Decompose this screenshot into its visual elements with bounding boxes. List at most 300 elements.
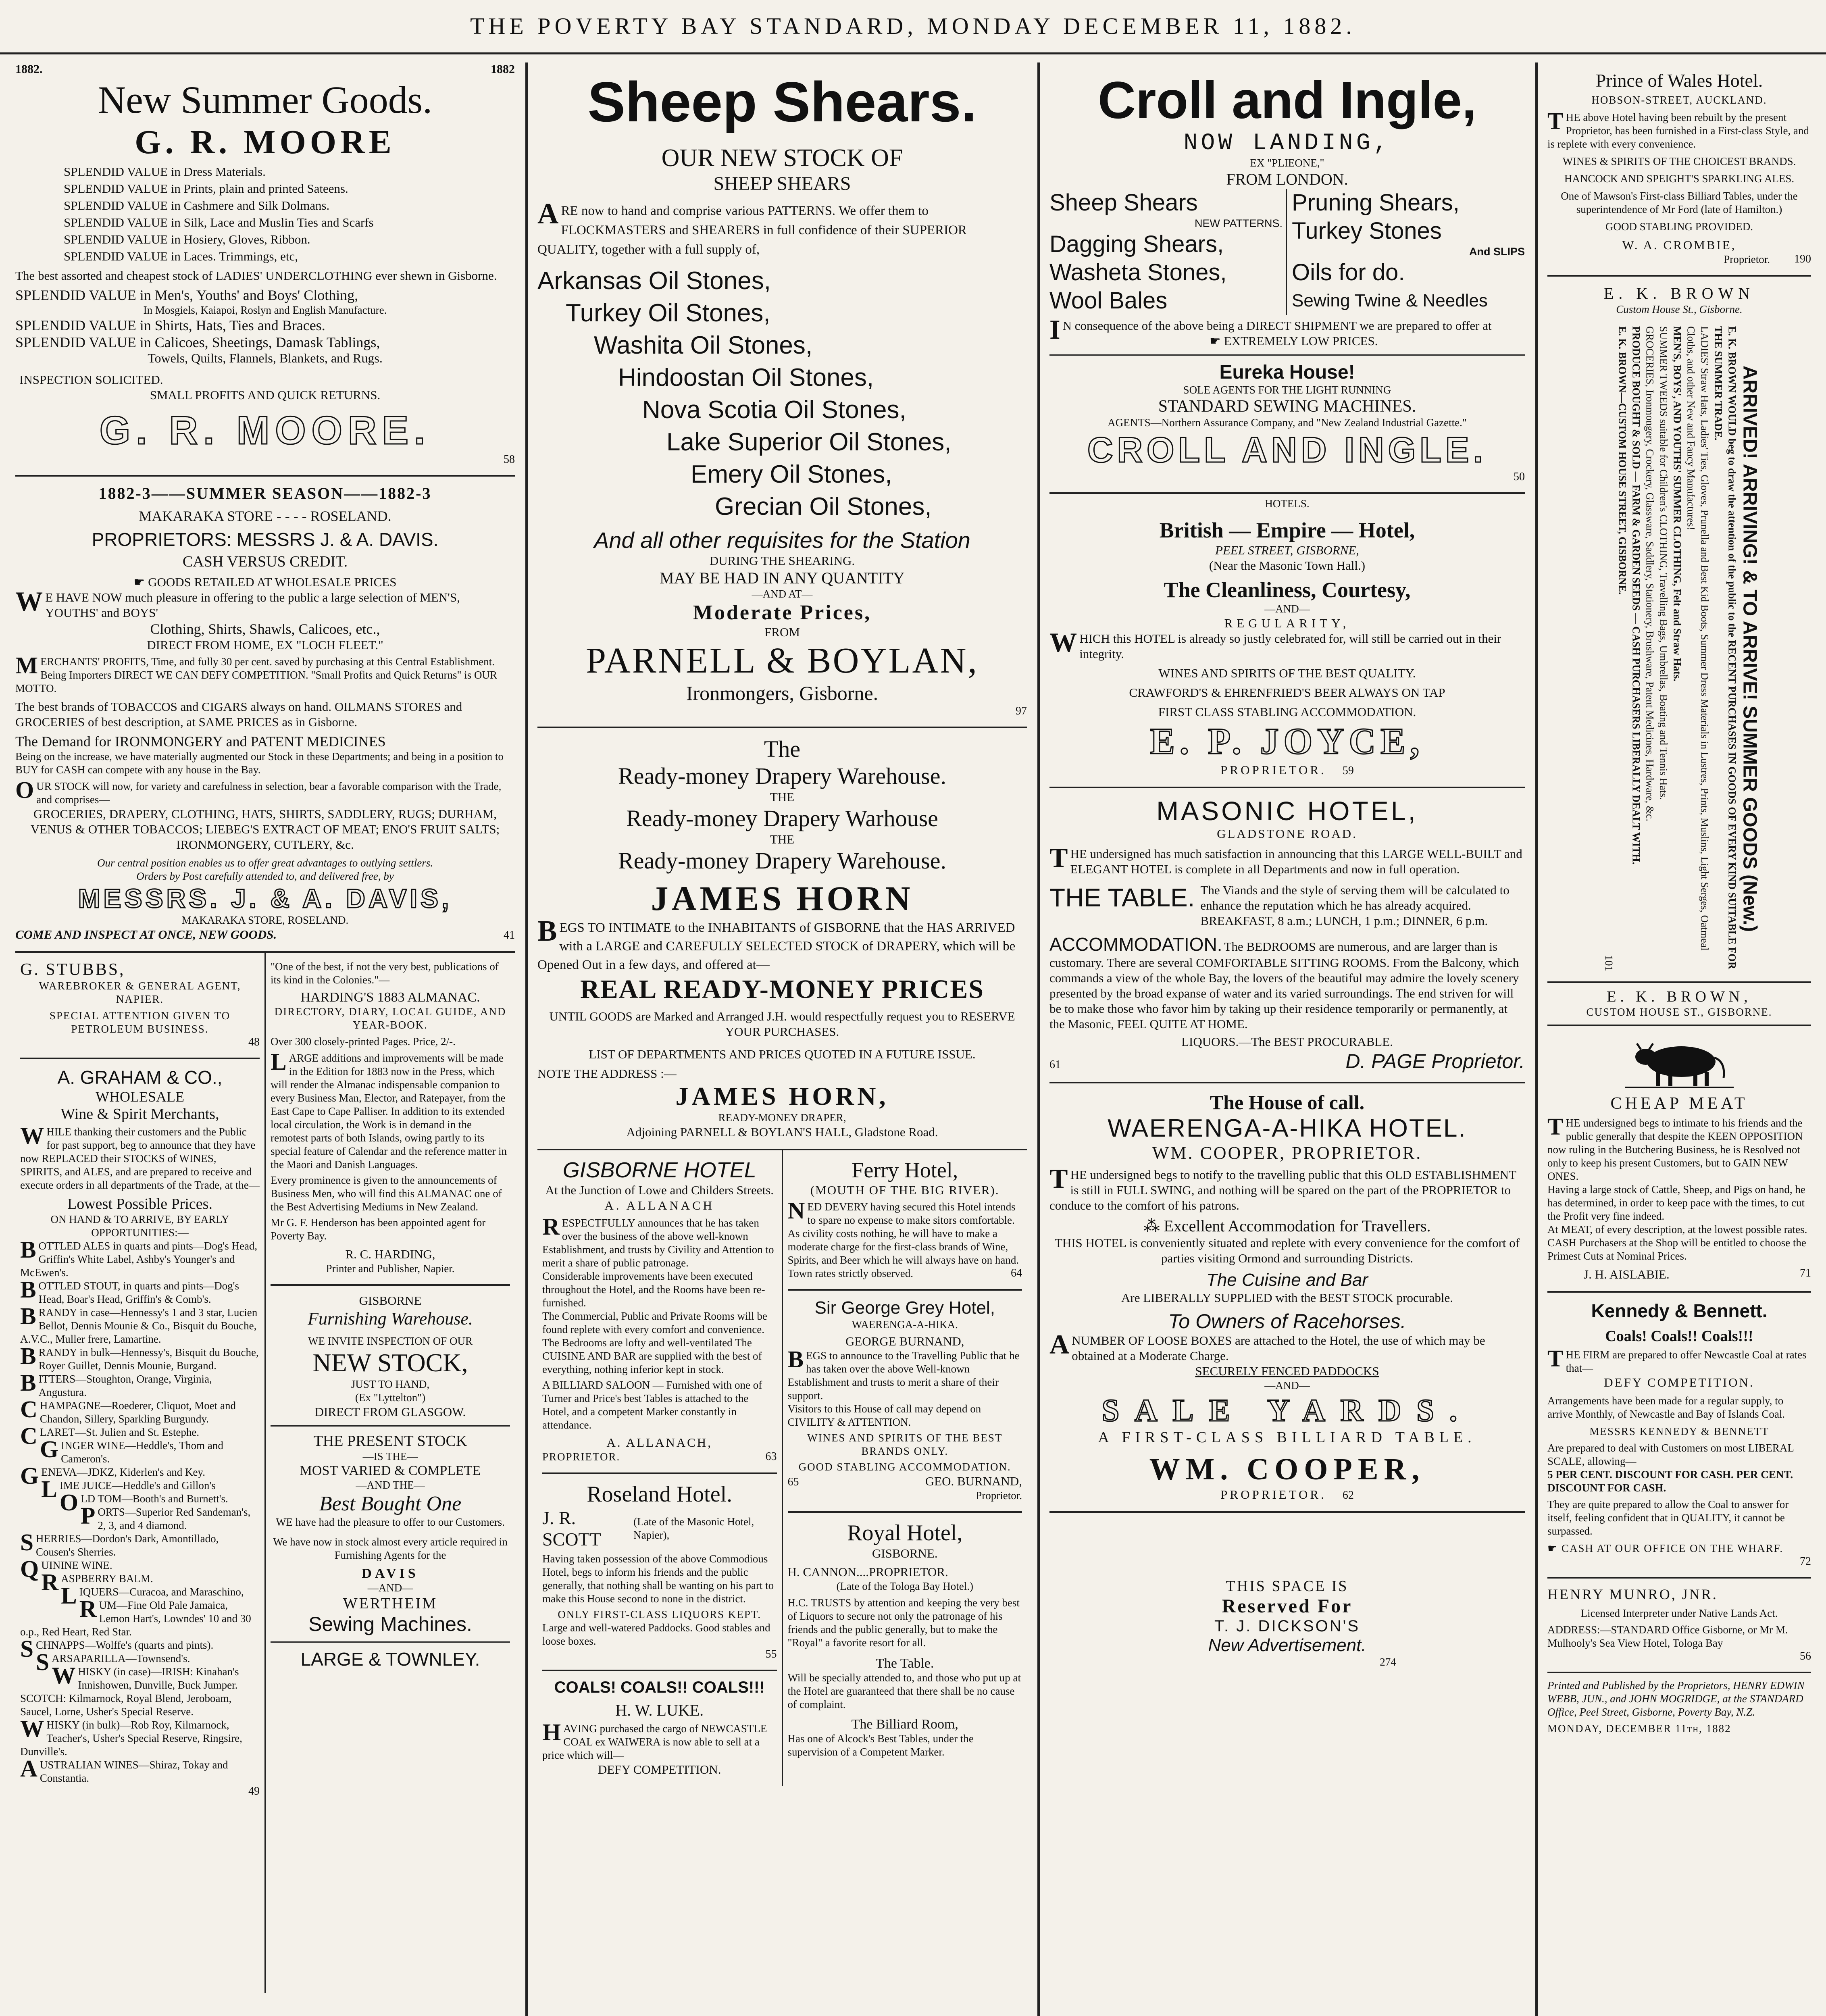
be-regularity: REGULARITY,	[1224, 616, 1350, 630]
davis-season: 1882-3——SUMMER SEASON——1882-3	[98, 484, 432, 502]
gh-title: GISBORNE HOTEL	[562, 1158, 756, 1182]
brown-line: SUMMER TWEEDS suitable for Children's CLOTHING, Travelling Bags, Umbrellas, Boating and Tennis Hats.	[1657, 326, 1670, 800]
graham-hand: ON HAND & TO ARRIVE, BY EARLY OPPORTUNITIES:—	[50, 1213, 229, 1239]
list-item: Sheep Shears	[1049, 190, 1198, 216]
moore-line: SPLENDID VALUE in Hosiery, Gloves, Ribbon.	[64, 232, 310, 246]
moore-line: SPLENDID VALUE in Dress Materials.	[64, 165, 266, 179]
kb-paragraph: They are quite prepared to allow the Coal to answer for itself, feeling confident that in QUALITY, it cannot be surpassed.	[1547, 1498, 1789, 1537]
masthead: THE POVERTY BAY STANDARD, MONDAY DECEMBER 11, 1882.	[0, 0, 1826, 54]
meat-ad-number: 71	[1800, 1267, 1811, 1279]
gh-junction: At the Junction of Lowe and Childers Streets.	[545, 1183, 774, 1197]
graham-wholesale: WHOLESALE	[96, 1089, 184, 1105]
pointing-hand-icon: ☛	[133, 575, 148, 589]
list-item: Turkey Oil Stones,	[566, 299, 770, 327]
croll-sole: SOLE AGENTS FOR THE LIGHT RUNNING	[1183, 384, 1391, 396]
list-item: Grecian Oil Stones,	[715, 493, 932, 521]
davis-orders: Orders by Post carefully attended to, and delivered free, by	[136, 870, 394, 882]
meat-paragraph: THE undersigned begs to intimate to his friends and the public generally that despite the KEEN OPPOSITION now ruling in the Butchering Business, he is Resolved not only to keep his present Customers, but to GAIN NEW ONES.	[1547, 1113, 1803, 1182]
moore-heading: New Summer Goods.	[98, 78, 433, 121]
space-number: 274	[1380, 1656, 1396, 1668]
column-4	[1540, 62, 1818, 2016]
croll-from: FROM LONDON.	[1226, 170, 1348, 188]
horn-ready-money: Ready-money Drapery Warhouse	[626, 805, 938, 831]
grey-title: Sir George Grey Hotel,	[814, 1298, 995, 1318]
graham-list	[20, 1236, 260, 1785]
davis-cash: CASH VERSUS CREDIT.	[182, 553, 348, 570]
george-grey-hotel-ad	[788, 1291, 1022, 1513]
masonic-table: THE TABLE.	[1049, 883, 1195, 912]
davis-signature: MESSRS. J. & A. DAVIS,	[78, 883, 452, 913]
davis-come: COME AND INSPECT AT ONCE, NEW GOODS.	[15, 927, 277, 941]
list-item: LIQUERS—Curacoa, and Maraschino,	[61, 1582, 244, 1609]
masonic-accom: ACCOMMODATION.	[1049, 934, 1222, 955]
harding-pages: Over 300 closely-printed Pages. Price, 2/-.	[271, 1035, 456, 1048]
roseland-hotel-ad	[542, 1474, 777, 1671]
pow-ales: HANCOCK AND SPEIGHT'S SPARKLING ALES.	[1564, 173, 1795, 185]
brown-line: GROCERIES, Ironmongery, Crockery, Glassware, Saddlery, Stationery, Brushware, Patent Medicines, Hardware, &c.	[1644, 326, 1656, 821]
horn-until: UNTIL GOODS are Marked and Arranged J.H. would respectfully request you to RESERVE YOUR PURCHASES.	[549, 1009, 1015, 1039]
grey-stabling: GOOD STABLING ACCOMMODATION.	[798, 1461, 1011, 1473]
wh-supplied: Are LIBERALLY SUPPLIED with the BEST STOCK procurable.	[1121, 1291, 1453, 1305]
grey-paragraph: Visitors to this House of call may depend on CIVILITY & ATTENTION.	[787, 1403, 981, 1428]
royal-sub: GISBORNE.	[872, 1546, 938, 1560]
moore-clothing: SPLENDID VALUE in Men's, Youths' and Boys' Clothing,	[15, 287, 358, 303]
gfw-just: JUST TO HAND,	[351, 1378, 430, 1390]
harding-printer: Printer and Publisher, Napier.	[326, 1262, 455, 1275]
gh-paragraph: The Bedrooms are lofty and well-ventilated The CUISINE AND BAR are supplied with the best of everything, nothing inferior kept in stock.	[542, 1337, 762, 1375]
kennedy-bennett-ad	[1547, 1293, 1811, 1579]
be-ad-number: 59	[1342, 764, 1354, 777]
shears-during: DURING THE SHEARING.	[709, 554, 855, 568]
british-empire-hotel-ad	[1049, 510, 1525, 788]
roseland-paddocks: Large and well-watered Paddocks. Good stables and loose boxes.	[542, 1622, 770, 1647]
croll-signature: CROLL AND INGLE.	[1087, 430, 1487, 470]
gfw-gisborne: GISBORNE	[359, 1293, 422, 1308]
shears-and-at: —AND AT—	[752, 588, 813, 600]
croll-items	[1049, 189, 1525, 315]
gfw-pleasure: WE have had the pleasure to offer to our Customers.	[276, 1516, 505, 1528]
royal-late: (Late of the Tologa Bay Hotel.)	[836, 1580, 973, 1592]
pointing-hand-icon: ☛	[1210, 334, 1224, 348]
roseland-title: Roseland Hotel.	[587, 1482, 733, 1507]
list-item: CHAMPAGNE—Roederer, Cliquot, Moet and Chandon, Sillery, Sparkling Burgundy.	[20, 1396, 236, 1425]
moore-line: SPLENDID VALUE in Prints, plain and printed Sateens.	[64, 181, 348, 196]
kb-cash: ☛ CASH AT OUR OFFICE ON THE WHARF.	[1547, 1542, 1784, 1554]
ferry-hotel-ad	[788, 1150, 1022, 1291]
gfw-and: —AND—	[367, 1582, 413, 1594]
gfw-present: THE PRESENT STOCK	[313, 1433, 467, 1450]
list-item: Turkey Stones	[1292, 218, 1442, 244]
list-item: BOTTLED STOUT, in quarts and pints—Dog's Head, Boar's Head, Griffin's & Comb's.	[20, 1276, 239, 1305]
graham-lowest: Lowest Possible Prices.	[67, 1195, 212, 1212]
shears-parnell: PARNELL & BOYLAN,	[586, 641, 979, 681]
ferry-title: Ferry Hotel,	[852, 1158, 958, 1182]
meat-paragraph: At MEAT, of every description, at the lowest possible rates.	[1547, 1223, 1807, 1235]
moore-line: SPLENDID VALUE in Silk, Lace and Muslin Ties and Scarfs	[64, 215, 374, 229]
horn-ready-money: Ready-money Drapery Warehouse.	[618, 848, 946, 874]
imprint-text: Printed and Published by the Proprietors, HENRY EDWIN WEBB, JUN., and JOHN MOGRIDGE, at the STANDARD Office, Peel Street, Gisborne, Poverty Bay, N.Z.	[1547, 1679, 1805, 1718]
grey-signature: GEO. BURNAND,	[925, 1474, 1022, 1488]
space-this: THIS SPACE IS	[1226, 1578, 1349, 1595]
roseland-liquors: ONLY FIRST-CLASS LIQUORS KEPT.	[558, 1608, 762, 1620]
davis-store: MAKARAKA STORE - - - - ROSELAND.	[139, 508, 391, 524]
moore-profits: SMALL PROFITS AND QUICK RETURNS.	[150, 388, 381, 402]
be-signature: E. P. JOYCE,	[1150, 721, 1424, 762]
pow-ad-number: 190	[1794, 253, 1811, 265]
masonic-hotel-ad	[1049, 788, 1525, 1083]
moore-inspection: INSPECTION SOLICITED.	[19, 373, 163, 387]
list-item: PORTS—Superior Red Sandeman's, 2, 3, and 4 diamond.	[81, 1502, 251, 1531]
list-item: Washeta Stones,	[1049, 259, 1227, 285]
list-item: Emery Oil Stones,	[691, 460, 892, 488]
croll-low: ☛ EXTREMELY LOW PRICES.	[1210, 334, 1378, 348]
brown-rotated-text	[1602, 326, 1761, 971]
gfw-direct: DIRECT FROM GLASGOW.	[314, 1405, 466, 1419]
gfw-invite: WE INVITE INSPECTION OF OUR	[308, 1335, 473, 1347]
moore-signature: G. R. MOORE.	[99, 408, 431, 452]
gfw-wertheim: WERTHEIM	[343, 1595, 438, 1612]
moore-line: SPLENDID VALUE in Laces. Trimmings, etc,	[64, 249, 298, 263]
masonic-ad-number: 61	[1049, 1058, 1061, 1071]
wh-fenced: SECURELY FENCED PADDOCKS	[1195, 1364, 1379, 1378]
brown-head: E. K. BROWN	[1603, 284, 1755, 302]
gfw-signature: LARGE & TOWNLEY.	[300, 1649, 480, 1670]
royal-owner: H. CANNON....PROPRIETOR.	[787, 1565, 948, 1579]
coals-paragraph: HAVING purchased the cargo of NEWCASTLE COAL ex WAIWERA is now able to sell at a price which will—	[542, 1719, 767, 1761]
pow-title: Prince of Wales Hotel.	[1595, 70, 1763, 91]
roseland-owner: J. R. SCOTT	[542, 1508, 601, 1549]
horn-the: THE	[770, 832, 795, 846]
croll-ex: EX "PLIEONE,"	[1250, 157, 1324, 169]
list-item: GENEVA—JDKZ, Kiderlen's and Key.	[20, 1462, 205, 1489]
davis-paragraph: WE HAVE NOW much pleasure in offering to the public a large selection of MEN'S, YOUTHS' and BOYS'	[15, 586, 460, 620]
gfw-new-stock: NEW STOCK,	[312, 1348, 468, 1377]
list-item: Oils for do.	[1292, 259, 1405, 285]
corner-year-right: 1882	[491, 62, 515, 76]
wh-billiard: A FIRST-CLASS BILLIARD TABLE.	[1098, 1429, 1476, 1446]
moore-calicoes: SPLENDID VALUE in Calicoes, Sheetings, Damask Tablings,	[15, 334, 380, 350]
sheep-shears-ad	[537, 62, 1027, 728]
munro-name: HENRY MUNRO, JNR.	[1547, 1586, 1718, 1602]
roseland-paragraph: Having taken possession of the above Commodious Hotel, begs to inform his friends and the public generally, that nothing shall be wanting on his part to make this House second to none in the district.	[542, 1553, 774, 1605]
list-item: Arkansas Oil Stones,	[537, 267, 771, 295]
gh-paragraph: Considerable improvements have been executed throughout the Hotel, and the Rooms have been re-furnished.	[542, 1270, 765, 1309]
list-item: AUSTRALIAN WINES—Shiraz, Tokay and Constantia.	[20, 1755, 228, 1784]
gh-paragraph: RESPECTFULLY announces that he has taken over the business of the above well-known Establishment, and trusts by Civility and Attention to merit a share of public patronage.	[542, 1213, 774, 1269]
shears-requisites: And all other requisites for the Station	[594, 527, 970, 553]
davis-paragraph: MERCHANTS' PROFITS, Time, and fully 30 per cent. saved by purchasing at this Central Establishment. Being Importers DIRECT WE CAN DEFY COMPETITION. "Small Profits and Quick Returns" is OUR MOTTO.	[15, 652, 498, 694]
be-prop: PROPRIETOR.	[1220, 763, 1326, 777]
gfw-stock: We have now in stock almost every article required in Furnishing Agents for the	[273, 1536, 508, 1561]
space-new: New Advertisement.	[1208, 1635, 1366, 1655]
horn-real: REAL READY-MONEY PRICES	[580, 975, 984, 1004]
list-item: Wool Bales	[1049, 287, 1168, 314]
brown-line: LADIES' Straw Hats, Ladies' Ties, Gloves, Prunella and Best Kid Boots, Summer Dress Materials in Lustres, Prints, Muslins, Light Serges, Oatmeal Cloths, and other New and Fancy Manufactures!	[1685, 326, 1711, 951]
moore-name: G. R. MOORE	[135, 123, 396, 161]
prince-of-wales-ad	[1547, 62, 1811, 277]
be-near: (Near the Masonic Town Hall.)	[1209, 558, 1366, 573]
croll-patterns: NEW PATTERNS.	[1194, 217, 1283, 229]
graham-name: A. GRAHAM & CO.,	[57, 1067, 223, 1088]
pow-prop: Proprietor.	[1724, 253, 1770, 265]
shears-moderate: Moderate Prices,	[693, 601, 872, 624]
royal-billiard: The Billiard Room,	[851, 1717, 958, 1732]
be-stabling: FIRST CLASS STABLING ACCOMMODATION.	[1158, 705, 1416, 719]
column-1	[8, 62, 522, 2016]
brown-rotated-block	[1547, 316, 1811, 983]
list-item: BRANDY in bulk—Hennessy's, Bisquit du Bouche, Royer Guillet, Dennis Mounie, Burgand.	[20, 1343, 259, 1372]
pow-wines: WINES & SPIRITS OF THE CHOICEST BRANDS.	[1562, 155, 1796, 167]
croll-agents: AGENTS—Northern Assurance Company, and "New Zealand Industrial Gazette."	[1108, 417, 1467, 429]
croll-standard: STANDARD SEWING MACHINES.	[1158, 397, 1416, 416]
list-item: OLD TOM—Booth's and Burnett's.	[59, 1489, 228, 1516]
wh-boxes: ANUMBER OF LOOSE BOXES are attached to the Hotel, the use of which may be obtained at a Moderate Charge.	[1049, 1329, 1485, 1363]
list-item: RASPBERRY BALM.	[41, 1569, 153, 1595]
horn-paragraph: BEGS TO INTIMATE to the INHABITANTS of GISBORNE that the HAS ARRIVED with a LARGE and CAREFULLY SELECTED STOCK of DRAPERY, which will be Opened Out in a few days, and offered at—	[537, 914, 1016, 972]
waerenga-hotel-ad	[1049, 1083, 1525, 1513]
gfw-davis: DAVIS	[362, 1566, 419, 1581]
column-3	[1042, 62, 1532, 2016]
horn-the: The	[764, 736, 801, 762]
pow-street: HOBSON-STREET, AUCKLAND.	[1591, 94, 1767, 106]
column-2	[530, 62, 1034, 2016]
masonic-road: GLADSTONE ROAD.	[1217, 827, 1358, 841]
munro-address: ADDRESS:—STANDARD Office Gisborne, or Mr M. Mulhooly's Sea View Hotel, Tologa Bay	[1547, 1624, 1788, 1649]
brown-arrived: ARRIVED! ARRIVING! & TO ARRIVE! SUMMER GOODS (New.)	[1739, 365, 1761, 932]
gfw-most: MOST VARIED & COMPLETE	[300, 1463, 481, 1478]
list-item: Dagging Shears,	[1049, 231, 1224, 257]
list-item: Washita Oil Stones,	[594, 331, 813, 359]
gh-prop: PROPRIETOR.	[542, 1451, 620, 1463]
roseland-late: (Late of the Masonic Hotel, Napier),	[633, 1516, 754, 1541]
brown-ad	[1547, 277, 1811, 1026]
davis-list: GROCERIES, DRAPERY, CLOTHING, HATS, SHIRTS, SADDLERY, RUGS; DURHAM, VENUS & OTHER TOBACCOS; LIEBEG'S EXTRACT OF MEAT; ENO'S FRUIT SALTS; IRONMONGERY, CUTLERY, &c.	[30, 807, 500, 852]
be-beer: CRAWFORD'S & EHRENFRIED'S BEER ALWAYS ON TAP	[1129, 685, 1445, 700]
column-divider	[1535, 62, 1538, 2016]
croll-eureka: Eureka House!	[1219, 362, 1355, 383]
davis-paragraph: OUR STOCK will now, for variety and carefulness in selection, bear a favorable comparison with the Trade, and comprises—	[15, 777, 502, 806]
shears-ad-number: 97	[1016, 705, 1027, 717]
horn-the: THE	[770, 790, 795, 804]
moore-paragraph: The best assorted and cheapest stock of LADIES' UNDERCLOTHING ever shewn in Gisborne.	[15, 269, 497, 283]
croll-ingle-ad	[1049, 62, 1525, 494]
gfw-best: Best Bought One	[319, 1492, 462, 1515]
davis-clothing: Clothing, Shirts, Shawls, Calicoes, etc.,	[150, 621, 380, 637]
wh-call: The House of call.	[1210, 1091, 1365, 1114]
brown-ad-number: 101	[1603, 955, 1615, 971]
moore-shirts: SPLENDID VALUE in Shirts, Hats, Ties and Braces.	[15, 317, 325, 333]
gh-billiard: A BILLIARD SALOON — Furnished with one of Turner and Price's best Tables is attached to the Hotel, and a competent Marker constantly in attendance.	[542, 1379, 762, 1431]
royal-title: Royal Hotel,	[847, 1520, 963, 1545]
kb-messrs: MESSRS KENNEDY & BENNETT	[1589, 1425, 1769, 1437]
list-item: RUM—Fine Old Pale Jamaica, Lemon Hart's, Lowndes' 10 and 30 o.p., Red Heart, Red Star.	[20, 1595, 251, 1638]
meat-paragraph: Having a large stock of Cattle, Sheep, and Pigs on hand, he has determined, in order to keep pace with the times, to cut the Profit very fine indeed.	[1547, 1183, 1805, 1222]
horn-ready: READY-MONEY DRAPER,	[718, 1112, 846, 1124]
brown-line: E. K. BROWN—CUSTOM HOUSE STREET, GISBORNE.	[1616, 326, 1628, 595]
bull-icon	[1625, 1033, 1734, 1090]
wh-ad-number: 62	[1342, 1489, 1354, 1502]
graham-ad-number: 49	[248, 1785, 260, 1797]
imprint	[1547, 1673, 1811, 1735]
davis-direct: DIRECT FROM HOME, EX "LOCH FLEET."	[147, 638, 383, 652]
list-item: Pruning Shears,	[1292, 190, 1460, 216]
gfw-sewing: Sewing Machines.	[308, 1613, 472, 1635]
list-item: Lake Superior Oil Stones,	[666, 428, 952, 456]
grey-prop: Proprietor.	[976, 1489, 1022, 1502]
brown-address: Custom House St., Gisborne.	[1616, 303, 1743, 315]
be-paragraph: WHICH this HOTEL is already so justly celebrated for, will still be carried out in their integrity.	[1049, 627, 1501, 661]
horn-adjoining: Adjoining PARNELL & BOYLAN'S HALL, Gladstone Road.	[626, 1125, 938, 1139]
hotels-section-label: HOTELS.	[1265, 498, 1310, 510]
gh-owner: A. ALLANACH	[604, 1198, 715, 1212]
graham-paragraph: WHILE thanking their customers and the Public for past support, beg to announce that they have now REPLACED their STOCKS of WINES, SPIRITS, and ALES, and are prepared to receive and execute orders in all departments of the Trade, at the—	[20, 1122, 260, 1191]
asterism-icon: ⁂	[1143, 1217, 1164, 1235]
wh-signature: WM. COOPER,	[1149, 1452, 1425, 1486]
wh-cuisine: The Cuisine and Bar	[1206, 1270, 1368, 1290]
hotel-grid	[537, 1150, 1027, 1786]
moore-clothing-sub: In Mosgiels, Kaiapoi, Roslyn and English Manufacture.	[143, 304, 387, 316]
masonic-liquors: LIQUORS.—The BEST PROCURABLE.	[1181, 1035, 1393, 1049]
reserved-space-ad	[1049, 1513, 1525, 1669]
list-item: BRANDY in case—Hennessy's 1 and 3 star, Lucien Bellot, Dennis Mounie & Co., Bisquit du Bouche, A.V.C., Muller frere, Lamartine.	[20, 1303, 258, 1345]
ferry-ad-number: 64	[1011, 1267, 1022, 1279]
stubbs-name: G. STUBBS,	[20, 960, 125, 979]
kb-defy: DEFY COMPETITION.	[1604, 1375, 1755, 1389]
shears-sheep: SHEEP SHEARS	[713, 173, 851, 194]
list-item: SCHNAPPS—Wolffe's (quarts and pints).	[20, 1635, 214, 1662]
munro-ad	[1547, 1579, 1811, 1673]
horn-ready-money: Ready-money Drapery Warehouse.	[618, 763, 946, 789]
pow-stabling: GOOD STABLING PROVIDED.	[1605, 221, 1753, 233]
kb-paragraph: THE FIRM are prepared to offer Newcastle Coal at rates that—	[1547, 1345, 1807, 1374]
wh-and: —AND—	[1264, 1379, 1310, 1391]
list-item: CLARET—St. Julien and St. Estephe.	[20, 1422, 200, 1449]
grey-wines: WINES AND SPIRITS OF THE BEST BRANDS ONLY.	[807, 1432, 1003, 1457]
wh-prop: PROPRIETOR.	[1220, 1487, 1326, 1502]
wh-sale: SALE YARDS.	[1101, 1393, 1473, 1428]
shears-iron: Ironmongers, Gisborne.	[686, 682, 879, 704]
list-item: Sewing Twine & Needles	[1292, 291, 1488, 310]
grey-owner: GEORGE BURNAND,	[845, 1334, 964, 1348]
harding-paragraph: LARGE additions and improvements will be made in the Edition for 1883 now in the Press, which will render the Almanac indispensable companion to every Business Man, Elector, and Ratepayer, from the East Cape to Cape Palliser. In addition to its extended local circulation, the Work is in demand in the remotest parts of both Islands, owing partly to its special feature of Calendar and the reference matter in the Maori and Danish Languages.	[271, 1048, 507, 1170]
davis-signature-sub: MAKARAKA STORE, ROSELAND.	[181, 914, 349, 926]
shears-may: MAY BE HAD IN ANY QUANTITY	[660, 569, 905, 587]
gfw-ex: (Ex "Lyttelton")	[355, 1391, 426, 1404]
space-reserved: Reserved For	[1222, 1595, 1353, 1617]
roseland-ad-number: 55	[765, 1648, 777, 1660]
royal-hotel-ad	[788, 1513, 1022, 1768]
stones-list	[537, 265, 1027, 523]
list-item: LIME JUICE—Heddle's and Gillon's	[41, 1476, 216, 1502]
royal-paragraph: H.C. TRUSTS by attention and keeping the very best of Liquors to secure not only the patronage of his friends and the public generally, but to make the "Royal" a favorite resort for all.	[787, 1597, 1020, 1649]
gh-ad-number: 63	[765, 1450, 777, 1463]
davis-proprietors: PROPRIETORS: MESSRS J. & A. DAVIS.	[92, 529, 439, 550]
list-item: SHERRIES—Dordon's Dark, Amontillado, Cousen's Sherries.	[20, 1529, 219, 1558]
davis-goods: ☛ GOODS RETAILED AT WHOLESALE PRICES	[133, 575, 397, 589]
gfw-title: Furnishing Warehouse.	[308, 1309, 473, 1329]
gfw-is: —IS THE—	[362, 1450, 418, 1462]
meat-signature: J. H. AISLABIE.	[1584, 1267, 1670, 1281]
brown-line: E. K. BROWN WOULD beg to draw the attention of the public to the RECENT PURCHASES IN GOODS OF EVERY KIND SUITABLE FOR THE SUMMER TRADE.	[1712, 326, 1738, 969]
kb-coals: Coals! Coals!! Coals!!!	[1605, 1328, 1753, 1345]
harding-title: HARDING'S 1883 ALMANAC.	[300, 990, 480, 1005]
be-street: PEEL STREET, GISBORNE,	[1215, 543, 1360, 557]
munro-role: Licensed Interpreter under Native Lands Act.	[1580, 1607, 1778, 1619]
column-divider	[1037, 62, 1040, 2016]
gisborne-hotel-ad	[542, 1150, 777, 1474]
croll-slips: And SLIPS	[1469, 246, 1525, 258]
brown-signature: E. K. BROWN,	[1607, 988, 1752, 1005]
shears-our: OUR NEW STOCK OF	[661, 144, 903, 172]
davis-paragraph: The best brands of TOBACCOS and CIGARS always on hand. OILMANS STORES and GROCERIES of best description, at SAME PRICES as in Gisborne.	[15, 700, 462, 729]
list-item: WHISKY (in bulk)—Rob Roy, Kilmarnock, Teacher's, Usher's Special Reserve, Ringsire, Dunville's.	[20, 1715, 242, 1758]
list-item: BITTERS—Stoughton, Orange, Virginia, Angustura.	[20, 1369, 212, 1398]
royal-table-text: Will be specially attended to, and those who put up at the Hotel are guaranteed that there shall be no cause of complaint.	[787, 1672, 1021, 1710]
stubbs-special: SPECIAL ATTENTION GIVEN TO PETROLEUM BUSINESS.	[49, 1010, 231, 1035]
harding-agent: Mr G. F. Henderson has been appointed agent for Poverty Bay.	[271, 1216, 486, 1242]
munro-ad-number: 56	[1800, 1650, 1811, 1662]
harding-sub: DIRECTORY, DIARY, LOCAL GUIDE, AND YEAR-BOOK.	[274, 1006, 506, 1031]
stubbs-ad-number: 48	[248, 1036, 260, 1048]
shears-title: Sheep Shears.	[587, 70, 977, 133]
kb-title: Kennedy & Bennett.	[1591, 1300, 1768, 1321]
coals-title: COALS! COALS!! COALS!!!	[554, 1679, 765, 1696]
kb-paragraph: Arrangements have been made for a regular supply, to arrive Monthly, of Newcastle and Bay of Islands Coal.	[1547, 1395, 1785, 1420]
coals-defy: DEFY COMPETITION.	[598, 1762, 721, 1776]
horn-note: NOTE THE ADDRESS :—	[537, 1066, 677, 1081]
coals-luke: H. W. LUKE.	[615, 1701, 704, 1719]
moore-list	[15, 164, 515, 264]
davis-ad-number: 41	[504, 929, 515, 941]
shears-paragraph: ARE now to hand and comprise various PATTERNS. We offer them to FLOCKMASTERS and SHEARERS in full confidence of their SUPERIOR QUALITY, together with a full supply of,	[537, 197, 967, 257]
stubbs-ad	[20, 953, 260, 1059]
shears-from: FROM	[764, 625, 800, 639]
pointing-hand-icon: ☛	[1547, 1542, 1562, 1554]
davis-position: Our central position enables us to offer great advantages to outlying settlers.	[97, 857, 433, 869]
furnishing-warehouse-ad	[271, 1286, 510, 1679]
croll-landing: NOW LANDING,	[1183, 130, 1391, 156]
kb-discount: 5 PER CENT. DISCOUNT FOR CASH. PER CENT. DISCOUNT FOR CASH.	[1547, 1468, 1793, 1494]
wh-excellent: ⁂ Excellent Accommodation for Travellers.	[1143, 1217, 1431, 1235]
harding-ad	[271, 953, 510, 1286]
list-item: BOTTLED ALES in quarts and pints—Dog's Head, Griffin's White Label, Ashby's Younger's and McEwen's.	[20, 1236, 258, 1279]
brown-signature-sub: CUSTOM HOUSE ST., GISBORNE.	[1586, 1006, 1772, 1018]
pow-paragraph: THE above Hotel having been rebuilt by the present Proprietor, has been furnished in a First-class Style, and is replete with every convenience.	[1547, 108, 1809, 150]
harding-paragraph: Every prominence is given to the announcements of Business Men, who will find this ALMANAC one of the Best Advertising Mediums in New Zealand.	[271, 1174, 502, 1213]
list-item: SARSAPARILLA—Townsend's.	[36, 1649, 190, 1675]
grey-paragraph: BEGS to announce to the Travelling Public that he has taken over the above Well-known Establishment and trusts to merit a share of their support.	[787, 1346, 1020, 1402]
corner-year-left: 1882.	[15, 62, 43, 76]
davis-ad	[15, 477, 515, 953]
wh-owners: To Owners of Racehorses.	[1168, 1310, 1406, 1333]
kb-ad-number: 72	[1800, 1555, 1811, 1568]
croll-ad-number: 50	[1514, 471, 1525, 483]
list-item: GINGER WINE—Heddle's, Thom and Cameron's.	[40, 1436, 223, 1465]
list-item: Hindoostan Oil Stones,	[618, 364, 874, 392]
davis-demand: The Demand for IRONMONGERY and PATENT MEDICINES	[15, 733, 386, 750]
horn-ad	[537, 728, 1027, 1150]
grey-sub: WAERENGA-A-HIKA.	[852, 1318, 958, 1331]
graham-merchants: Wine & Spirit Merchants,	[60, 1106, 219, 1123]
list-item: WHISKY (in case)—IRISH: Kinahan's Innishowen, Dunville, Buck Jumper. SCOTCH: Kilmarnock, Royal Blend, Jeroboam, Saucel, Lorne, Usher's Special Reserve.	[20, 1662, 239, 1718]
wh-owner: WM. COOPER, PROPRIETOR.	[1152, 1143, 1422, 1163]
cheap-meat-ad	[1547, 1026, 1811, 1293]
wh-paragraph: THIS HOTEL is conveniently situated and replete with every convenience for the comfort of parties visiting Ormond and surrounding Districts.	[1054, 1236, 1520, 1265]
pow-tables: One of Mawson's First-class Billiard Tables, under the superintendence of Mr Ford (late of Hamilton.)	[1561, 190, 1798, 215]
moore-line: SPLENDID VALUE in Cashmere and Silk Dolmans.	[64, 198, 330, 212]
brown-line: PRODUCE BOUGHT & SOLD — FARM & GARDEN SEEDS — CASH PURCHASERS LIBERALLY DEALT WITH.	[1630, 326, 1642, 865]
grey-ad-number: 65	[787, 1476, 799, 1488]
